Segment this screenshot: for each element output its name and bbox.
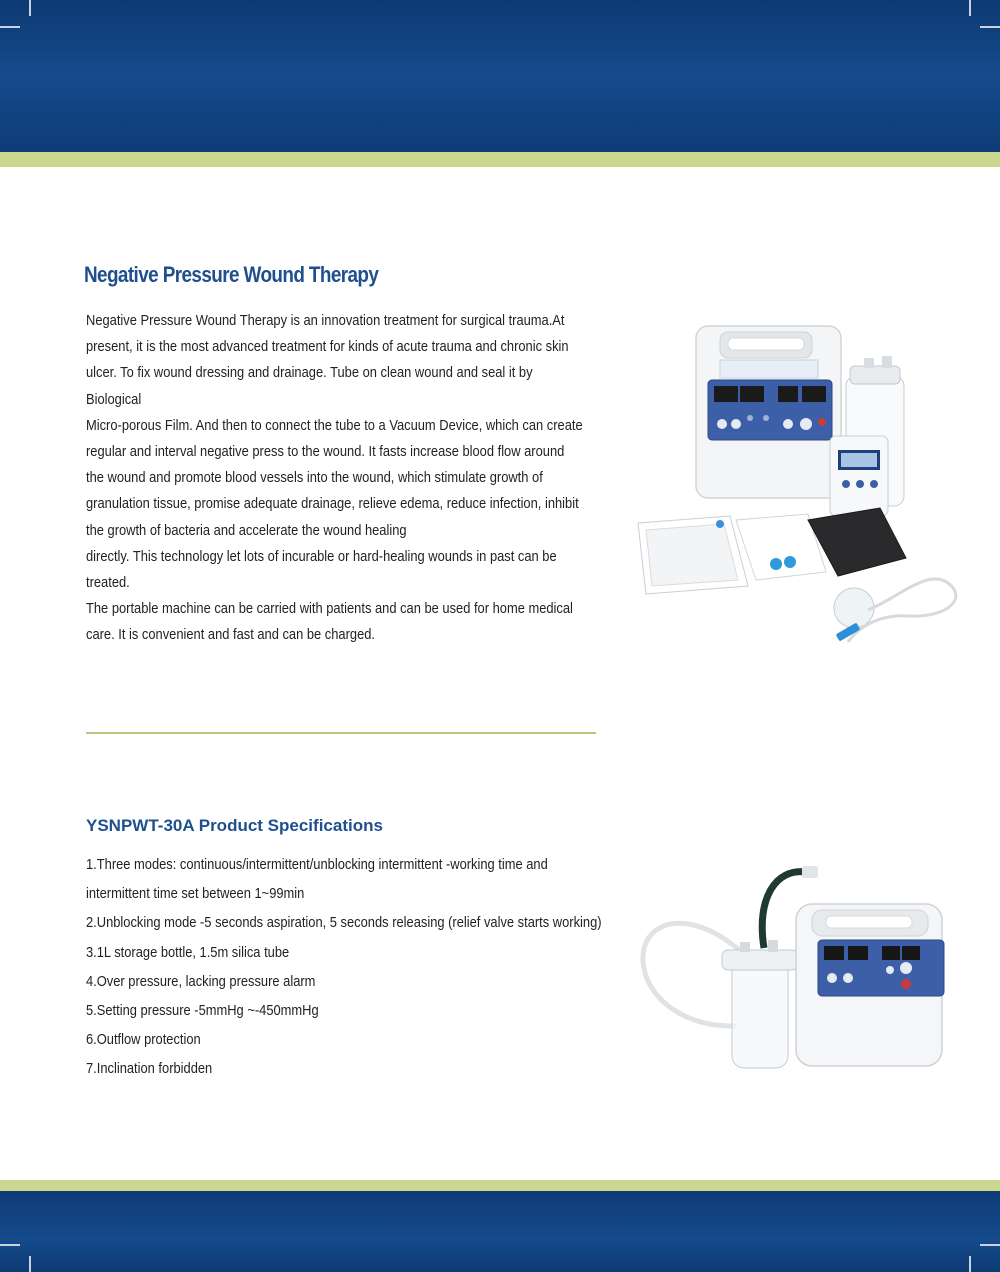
bottom-accent-stripe — [0, 1180, 1000, 1191]
description-line: ulcer. To fix wound dressing and drainage. Tube on clean wound and seal it by — [86, 364, 533, 382]
top-banner — [0, 0, 1000, 152]
description-line: the growth of bacteria and accelerate the wound healing — [86, 521, 407, 539]
description-line: treated. — [86, 574, 130, 592]
npwt-kit-photo — [628, 318, 973, 658]
crop-mark — [29, 1256, 31, 1272]
description-line: present, it is the most advanced treatment for kinds of acute trauma and chronic skin — [86, 338, 569, 356]
ysnpwt-30a-device-photo — [636, 858, 948, 1078]
description-line: granulation tissue, promise adequate drainage, relieve edema, reduce infection, inhibit — [86, 495, 579, 513]
spec-item: 7.Inclination forbidden — [86, 1060, 213, 1078]
description-line: regular and interval negative press to the wound. It fasts increase blood flow around — [86, 443, 565, 461]
section-divider — [86, 732, 596, 734]
description-line: care. It is convenient and fast and can be charged. — [86, 626, 376, 644]
crop-mark — [969, 1256, 971, 1272]
spec-item: intermittent time set between 1~99min — [86, 885, 305, 903]
description-line: directly. This technology let lots of incurable or hard-healing wounds in past can be — [86, 547, 557, 565]
crop-mark — [0, 26, 20, 28]
top-accent-stripe — [0, 152, 1000, 167]
spec-item: 6.Outflow protection — [86, 1031, 201, 1049]
crop-mark — [0, 1244, 20, 1246]
section-title-npwt: Negative Pressure Wound Therapy — [84, 262, 379, 287]
crop-mark — [980, 1244, 1000, 1246]
section-title-specs: YSNPWT-30A Product Specifications — [86, 816, 383, 835]
spec-item: 1.Three modes: continuous/intermittent/unblocking intermittent -working time and — [86, 856, 548, 873]
specifications-list — [86, 850, 602, 1084]
description-line: The portable machine can be carried with patients and can be used for home medical — [86, 600, 573, 618]
npwt-description — [86, 308, 602, 649]
description-line: Negative Pressure Wound Therapy is an innovation treatment for surgical trauma.At — [86, 312, 565, 329]
crop-mark — [29, 0, 31, 16]
spec-item: 2.Unblocking mode -5 seconds aspiration, 5 seconds releasing (relief valve starts working) — [86, 914, 602, 932]
crop-mark — [969, 0, 971, 16]
description-line: Micro-porous Film. And then to connect the tube to a Vacuum Device, which can create — [86, 416, 583, 434]
crop-mark — [980, 26, 1000, 28]
bottom-banner — [0, 1191, 1000, 1272]
spec-item: 3.1L storage bottle, 1.5m silica tube — [86, 943, 290, 961]
description-line: Biological — [86, 390, 142, 408]
description-line: the wound and promote blood vessels into the wound, which stimulate growth of — [86, 469, 543, 487]
spec-item: 4.Over pressure, lacking pressure alarm — [86, 972, 316, 990]
spec-item: 5.Setting pressure -5mmHg ~-450mmHg — [86, 1002, 319, 1020]
